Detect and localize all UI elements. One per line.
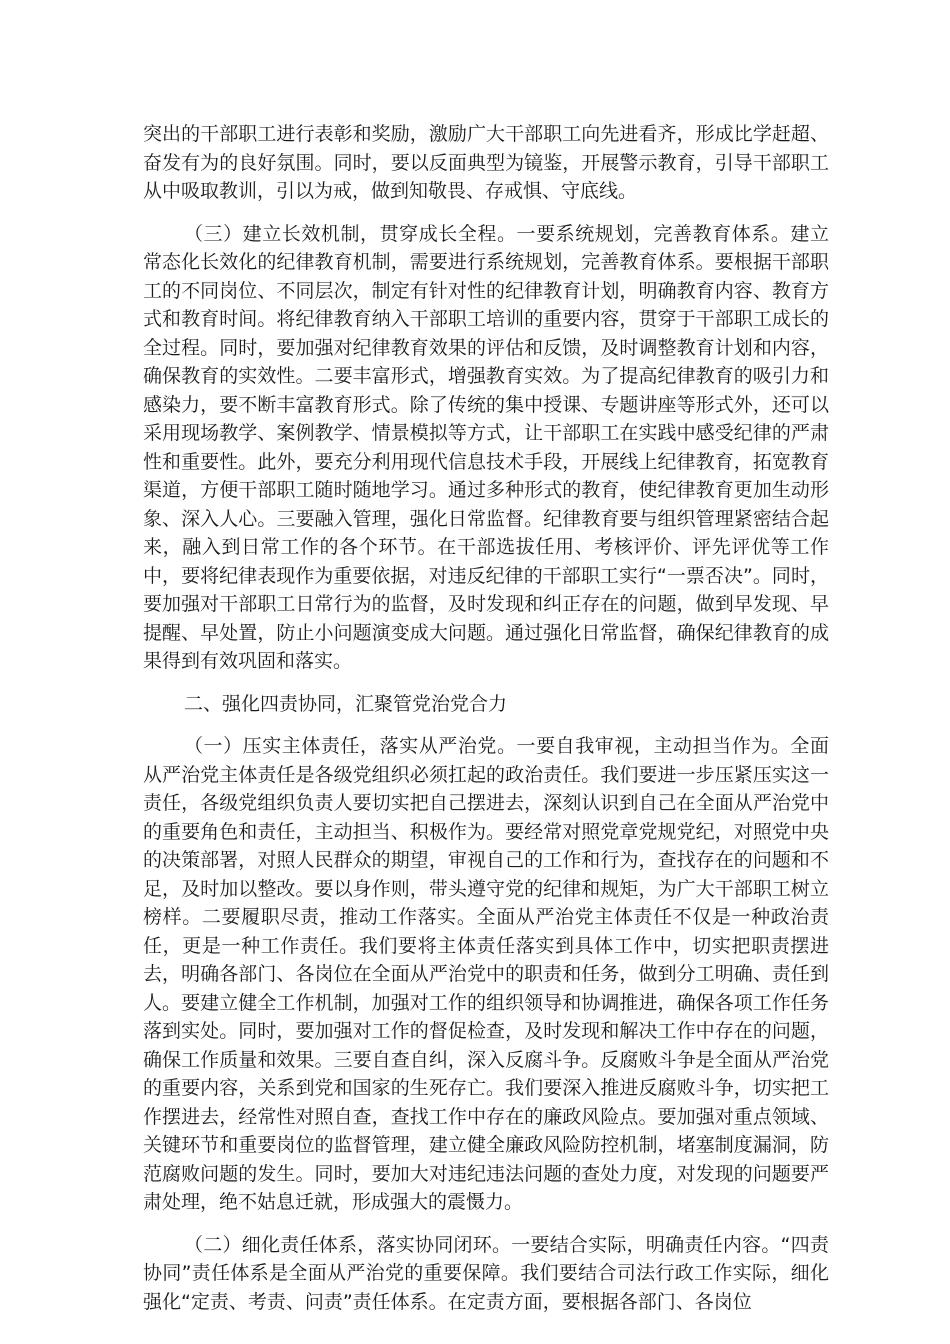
document-body (143, 120, 829, 1330)
paragraph-main-responsibility: （一）压实主体责任，落实从严治党。一要自我审视，主动担当作为。全面从严治党主体责任是各级党组织必须扛起的政治责任。我们要进一步压紧压实这一责任，各级党组织负责人要切实把自己摆进去，深刻认识到自己在全面从严治党中的重要角色和责任，主动担当、积极作为。要经常对照党章党规党纪，对照党中央的决策部署，对照人民群众的期望，审视自己的工作和行为，查找存在的问题和不足，及时加以整改。要以身作则，带头遵守党的纪律和规矩，为广大干部职工树立榜样。二要履职尽责，推动工作落实。全面从严治党主体责任不仅是一种政治责任，更是一种工作责任。我们要将主体责任落实到具体工作中，切实把职责摆进去，明确各部门、各岗位在全面从严治党中的职责和任务，做到分工明确、责任到人。要建立健全工作机制，加强对工作的组织领导和协调推进，确保各项工作任务落到实处。同时，要加强对工作的督促检查，及时发现和解决工作中存在的问题，确保工作质量和效果。三要自查自纠，深入反腐斗争。反腐败斗争是全面从严治党的重要内容，关系到党和国家的生死存亡。我们要深入推进反腐败斗争，切实把工作摆进去，经常性对照自查，查找工作中存在的廉政风险点。要加强对重点领域、关键环节和重要岗位的监督管理，建立健全廉政风险防控机制，堵塞制度漏洞，防范腐败问题的发生。同时，要加大对违纪违法问题的查处力度，对发现的问题要严肃处理，绝不姑息迁就，形成强大的震慑力。 (143, 735, 829, 1213)
section-heading: 二、强化四责协同，汇聚管党治党合力 (184, 692, 508, 715)
paragraph-long-term-mechanism: （三）建立长效机制，贯穿成长全程。一要系统规划，完善教育体系。建立常态化长效化的纪律教育机制，需要进行系统规划，完善教育体系。要根据干部职工的不同岗位、不同层次，制定有针对性的纪律教育计划，明确教育内容、教育方式和教育时间。将纪律教育纳入干部职工培训的重要内容，贯穿于干部职工成长的全过程。同时，要加强对纪律教育效果的评估和反馈，及时调整教育计划和内容，确保教育的实效性。二要丰富形式，增强教育实效。为了提高纪律教育的吸引力和感染力，要不断丰富教育形式。除了传统的集中授课、专题讲座等形式外，还可以采用现场教学、案例教学、情景模拟等方式，让干部职工在实践中感受纪律的严肃性和重要性。此外，要充分利用现代信息技术手段，开展线上纪律教育，拓宽教育渠道，方便干部职工随时随地学习。通过多种形式的教育，使纪律教育更加生动形象、深入人心。三要融入管理，强化日常监督。纪律教育要与组织管理紧密结合起来，融入到日常工作的各个环节。在干部选拔任用、考核评价、评先评优等工作中，要将纪律表现作为重要依据，对违反纪律的干部职工实行“一票否决”。同时，要加强对干部职工日常行为的监督，及时发现和纠正存在的问题，做到早发现、早提醒、早处置，防止小问题演变成大问题。通过强化日常监督，确保纪律教育的成果得到有效巩固和落实。 (143, 222, 829, 672)
paragraph-continuation: 突出的干部职工进行表彰和奖励，激励广大干部职工向先进看齐，形成比学赶超、奋发有为的良好氛围。同时，要以反面典型为镜鉴，开展警示教育，引导干部职工从中吸取教训，引以为戒，做到知敬畏、存戒惧、守底线。 (143, 123, 829, 202)
paragraph-responsibility-system: （二）细化责任体系，落实协同闭环。一要结合实际，明确责任内容。“四责协同”责任体系是全面从严治党的重要保障。我们要结合司法行政工作实际，细化强化“定责、考责、问责”责任体系。在定责方面，要根据各部门、各岗位 (143, 1233, 829, 1313)
